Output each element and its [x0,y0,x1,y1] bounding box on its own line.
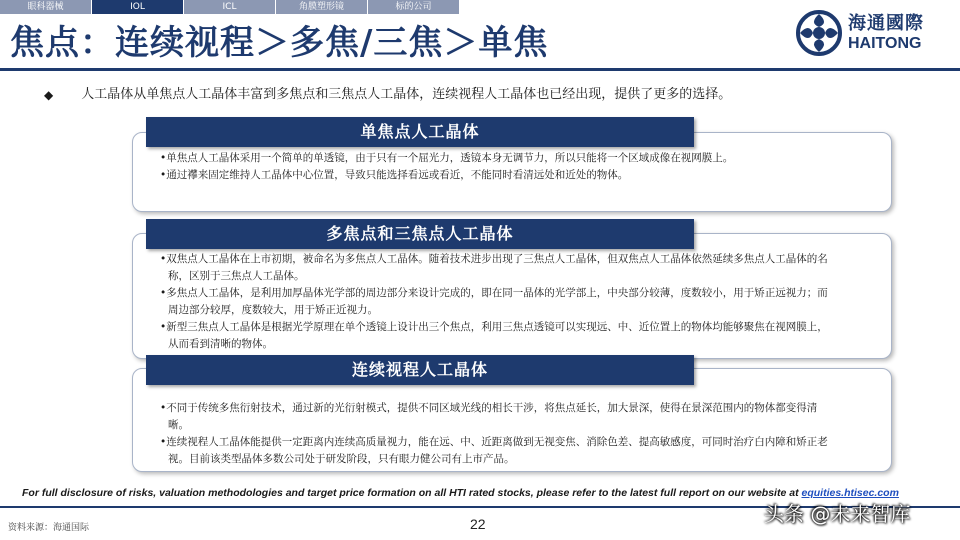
source-note: 资料来源：海通国际 [8,523,90,533]
list-item: •单焦点人工晶体采用一个简单的单透镜，由于只有一个屈光力，透镜本身无调节力，所以只能将一个区域成像在视网膜上。 [160,152,734,164]
intro-line [44,86,731,104]
bullet-list-monofocal [160,150,828,184]
haitong-logo-icon [796,10,842,56]
list-item: •新型三焦点人工晶体是根据光学原理在单个透镜上设计出三个焦点，利用三焦点透镜可以实现远、中、近位置上的物体均能够聚焦在视网膜上，从而看到清晰的物体。 [160,321,828,350]
section-header-multifocal: 多焦点和三焦点人工晶体 [146,219,694,249]
list-item: •双焦点人工晶体在上市初期，被命名为多焦点人工晶体。随着技术进步出现了三焦点人工晶体，但双焦点人工晶体依然延续多焦点人工晶体的名称，区别于三焦点人工晶体。 [160,253,828,282]
page-number: 22 [470,516,486,532]
company-logo [796,8,946,58]
logo-text-chinese: 海通國際 [848,13,924,34]
section-header-monofocal: 单焦点人工晶体 [146,117,694,147]
logo-text-english: HAITONG [848,35,922,52]
disclaimer-body: For full disclosure of risks, valuation methodologies and target price formation on all HTI rated stocks, please refer to the latest full report on our website at [22,487,802,499]
list-item: •连续视程人工晶体能提供一定距离内连续高质量视力，能在远、中、近距离做到无视变焦、消除色差、提高敏感度，可同时治疗白内障和矫正老视。目前该类型晶体多数公司处于研发阶段，只有眼力健公司有上市产品。 [160,436,828,465]
list-item: •不同于传统多焦衍射技术，通过新的光衍射模式，提供不同区域光线的相长干涉，将焦点延长，加大景深，使得在景深范围内的物体都变得清晰。 [160,402,818,431]
bullet-list-multifocal [160,251,828,353]
section-nav [0,0,460,14]
list-item: •通过襻来固定维持人工晶体中心位置，导致只能选择看远或看近，不能同时看清远处和近处的物体。 [160,169,629,181]
bullet-list-edof [160,400,828,468]
page-title: 焦点：连续视程＞多焦/三焦＞单焦 [10,23,549,63]
nav-tab-target-companies[interactable]: 标的公司 [368,0,460,14]
watermark: 头条 @未来智库 [764,502,911,526]
nav-tab-iol[interactable]: IOL [92,0,184,14]
diamond-bullet-icon: ◆ [44,88,54,102]
section-header-edof: 连续视程人工晶体 [146,355,694,385]
list-item: •多焦点人工晶体，是利用加厚晶体光学部的周边部分来设计完成的，即在同一晶体的光学部上，中央部分较薄，度数较小，用于矫正远视力；而周边部分较厚，度数较大，用于矫正近视力。 [160,287,828,316]
nav-tab-ophthalmic-devices[interactable]: 眼科器械 [0,0,92,14]
nav-tab-ortho-k[interactable]: 角膜塑形镜 [276,0,368,14]
title-divider [0,68,960,71]
intro-text: 人工晶体从单焦点人工晶体丰富到多焦点和三焦点人工晶体，连续视程人工晶体也已经出现，提供了更多的选择。 [81,87,732,102]
website-link[interactable]: equities.htisec.com [801,487,899,499]
nav-tab-icl[interactable]: ICL [184,0,276,14]
